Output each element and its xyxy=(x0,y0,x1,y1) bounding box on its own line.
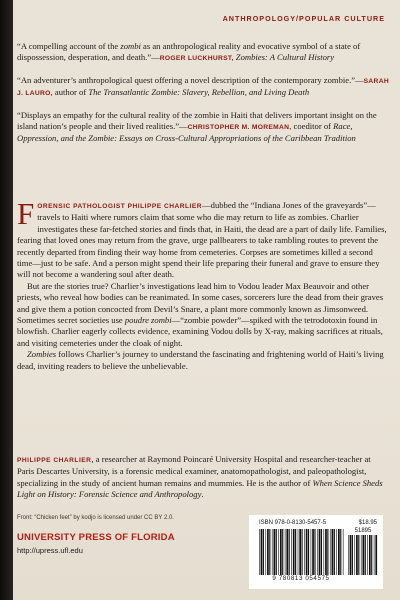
description-paragraph: Zombies follows Charlier’s journey to understand the fascinating and frightening world of Haiti’s living dead, inviting readers to believe the unbelievable. xyxy=(17,349,384,371)
barcode-bar xyxy=(267,529,269,575)
barcode-bar xyxy=(336,529,337,575)
description-paragraph: FORENSIC PATHOLOGIST PHILIPPE CHARLIER—dubbed the “Indiana Jones of the graveyards”—travels to Haiti where rumors claim that some who die may return to life as zombies. Charlier investigates these far-fetched stories and finds that, in Haiti, the dead are a part of daily life. Families, fearing that loved ones may return from the grave, urge pallbearers to take rambling routes to prevent the recently departed from finding their way home from cemeteries. Corpses are sometimes killed a second time—just to be safe. And a person might spend their life preparing their funeral and grave to ensure they will not become a wandering soul after death. xyxy=(17,196,387,280)
barcode-bar xyxy=(280,529,282,575)
barcode-bar xyxy=(371,535,372,575)
barcode-bar xyxy=(263,529,264,575)
barcode-bar xyxy=(293,529,295,575)
barcode-bar xyxy=(367,535,368,575)
price-text: $18.95 xyxy=(358,520,377,526)
author-name: PHILIPPE CHARLIER xyxy=(17,457,92,464)
barcode-block xyxy=(249,515,383,589)
drop-cap: F xyxy=(17,196,35,231)
barcode-bar xyxy=(348,535,349,575)
barcode-bar xyxy=(317,529,318,575)
barcode-bar xyxy=(285,529,286,575)
barcode-bar xyxy=(363,535,365,575)
barcode-bar xyxy=(358,535,359,575)
publisher-name: UNIVERSITY PRESS OF FLORIDA xyxy=(17,532,175,543)
barcode-bar xyxy=(352,535,353,575)
barcode-bar xyxy=(274,529,276,575)
barcode-bar xyxy=(299,529,301,575)
barcode-bar xyxy=(304,529,305,575)
barcode-bar xyxy=(265,529,266,575)
barcode-bars xyxy=(259,529,344,575)
quote-author: SARAH J. LAURO, xyxy=(17,77,389,98)
barcode-bar xyxy=(314,529,315,575)
barcode-bar xyxy=(375,535,377,575)
spine-shadow xyxy=(0,0,13,600)
barcode-bar xyxy=(343,529,344,575)
isbn-text: ISBN 978-0-8130-5457-5 xyxy=(259,520,327,526)
barcode-bar xyxy=(298,529,299,575)
barcode-bar xyxy=(334,529,335,575)
barcode-bar xyxy=(291,529,292,575)
barcode-bar xyxy=(259,529,260,575)
barcode-bar xyxy=(308,529,309,575)
barcode-bar xyxy=(340,529,341,575)
barcode-bar xyxy=(289,529,290,575)
book-description xyxy=(17,196,390,372)
review-quote-3: “Displays an empathy for the cultural reality of the zombie in Haiti that delivers important insight on the island nation’s people and their lived realities.”—CHRISTOPHER M. MOREMAN, coeditor of Race, Oppression, and the Zombie: Essays on Cross-Cultural Appropriations of the Caribbean Tradition xyxy=(17,109,377,144)
barcode-bar xyxy=(276,529,277,575)
review-quotes xyxy=(17,41,390,155)
barcode-bar xyxy=(354,535,355,575)
photo-credit: Front: “Chicken feet” by kodjo is licensed under CC BY 2.0. xyxy=(17,515,174,521)
barcode-number: 9 780813 054575 xyxy=(272,575,330,582)
barcode-bar xyxy=(365,535,366,575)
addon-number: 51895 xyxy=(354,528,372,534)
barcode-bar xyxy=(282,529,283,575)
barcode-bar xyxy=(369,535,371,575)
addon-barcode-bars xyxy=(348,535,378,575)
barcode-bar xyxy=(332,529,334,575)
description-paragraph: But are the stories true? Charlier’s investigations lead him to Vodou leader Max Beauvoir and other priests, who reveal how bodies can be reanimated. In some cases, sorcerers lure the dead from their graves and give them a potion concocted from Devil’s Snare, a plant more commonly known as Jimsonweed. Sometimes secret societies use poudre zombi—“zombie powder”—spiked with the tetrodotoxin found in blowfish. Charlier eagerly collects evidence, examining Vodou dolls by X-ray, making sacrifices at rituals, and visiting cemeteries under the cloak of night. xyxy=(17,280,384,348)
barcode-bar xyxy=(350,535,352,575)
quote-author: ROGER LUCKHURST, xyxy=(159,55,234,63)
author-bio: PHILIPPE CHARLIER, a researcher at Raymond Poincaré University Hospital and researcher-teacher at Paris Descartes University, is a forensic medical examiner, anatomopathologist, and paleopathologist, specializing in the study of ancient human remains and mummies. He is the author of When Science Sheds Light on History: Forensic Science and Anthropology. xyxy=(17,454,383,500)
barcode-bar xyxy=(330,529,331,575)
barcode-bar xyxy=(324,529,325,575)
publisher-url: http://upress.ufl.edu xyxy=(17,546,83,555)
review-quote-2: “An adventurer’s anthropological quest offering a novel description of the contemporary zombie.”—SARAH J. LAURO, author of The Transatlantic Zombie: Slavery, Rebellion, and Living Death xyxy=(17,74,389,98)
barcode-bar xyxy=(311,529,312,575)
barcode-bar xyxy=(338,529,340,575)
category-label: ANTHROPOLOGY/POPULAR CULTURE xyxy=(222,14,385,23)
barcode-bar xyxy=(302,529,303,575)
barcode-bar xyxy=(319,529,321,575)
barcode-bar xyxy=(361,535,362,575)
barcode-bar xyxy=(325,529,327,575)
barcode-bar xyxy=(356,535,358,575)
barcode-bar xyxy=(286,529,288,575)
barcode-bar xyxy=(278,529,279,575)
barcode-bar xyxy=(312,529,314,575)
barcode-bar xyxy=(374,535,375,575)
barcode-bar xyxy=(321,529,322,575)
barcode-bar xyxy=(306,529,308,575)
barcode-bar xyxy=(295,529,296,575)
quote-author: CHRISTOPHER M. MOREMAN, xyxy=(187,124,292,132)
barcode-bar xyxy=(261,529,263,575)
review-quote-1: “A compelling account of the zombi as an anthropological reality and evocative symbol of a state of dispossession, desperation, and death.”—ROGER LUCKHURST, Zombies: A Cultural History xyxy=(17,41,361,63)
barcode-bar xyxy=(327,529,328,575)
barcode-bar xyxy=(269,529,270,575)
barcode-bar xyxy=(272,529,273,575)
